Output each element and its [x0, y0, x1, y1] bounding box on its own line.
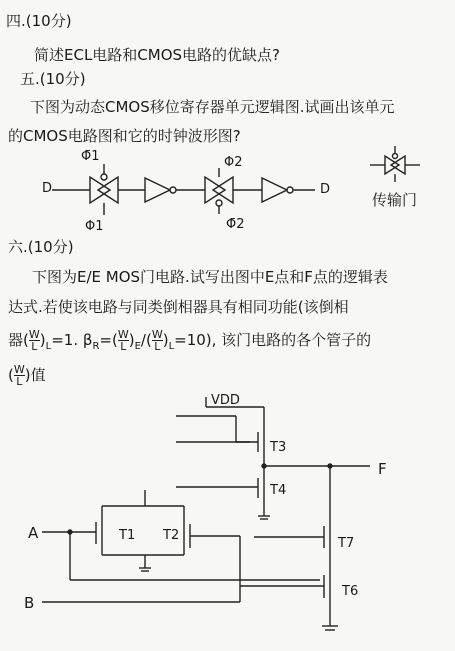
inverter-1-bubble — [170, 187, 176, 193]
tgate-2-right-triangle — [205, 177, 225, 203]
label-t7: T7 — [338, 536, 355, 551]
shift-register-diagram — [52, 164, 315, 215]
ratio-l-final: L — [14, 375, 25, 387]
ratio-w-final: W — [13, 363, 25, 376]
tgate-1-bubble — [101, 174, 107, 180]
label-t6: T6 — [342, 584, 359, 599]
q5-header: 五.(10分) — [20, 70, 86, 88]
q6-line3-c: = — [99, 331, 112, 349]
q6-line4: ( $\frac{W}{L}$ )值 — [8, 363, 46, 388]
ratio-l: L — [29, 340, 40, 352]
ratio-w-l: W — [151, 328, 163, 341]
q4-header: 四.(10分) — [6, 12, 72, 30]
ratio-l-l: L — [152, 340, 163, 352]
shift-in-label: D — [42, 181, 53, 196]
label-t3: T3 — [270, 440, 287, 455]
q4-text: 简述ECL电路和CMOS电路的优缺点? — [34, 46, 281, 64]
q6-line3-a: =1. β — [51, 331, 93, 349]
tgate-1-right-triangle — [90, 177, 110, 203]
tgate-caption: 传输门 — [372, 191, 418, 209]
vdd-label: VDD — [211, 393, 240, 408]
inverter-2-bubble — [287, 187, 293, 193]
inverter-1 — [145, 178, 170, 202]
phi1-bar-label: Φ̄1 — [81, 149, 100, 164]
q6-line3-pre: 器 — [8, 331, 24, 349]
ratio-w-e: W — [117, 328, 129, 341]
tgate-1-left-triangle — [98, 177, 118, 203]
q6-line3: 器( $\frac{W}{L}$ )$_L=1$. $\beta_R=$( $\frac{W}{L}$ )$_E/$( $\frac{W}{L}$ )$_L=10$), 该门电路的各个管子的 — [8, 328, 372, 353]
q6-line4-post: 值 — [30, 366, 46, 384]
phi1-label-bottom: Φ1 — [85, 219, 104, 234]
phi2-label-top: Φ2 — [224, 155, 243, 170]
q6-line3-d: =10), 该门电路的各个管子的 — [174, 331, 372, 349]
q6-line3-b: R — [92, 341, 100, 352]
ratio-w: W — [28, 328, 40, 341]
label-t1: T1 — [119, 528, 136, 543]
input-a-label: A — [28, 524, 39, 542]
ratio-sub-e: E — [134, 341, 141, 352]
node-f-label: F — [378, 460, 387, 478]
q6-line3-sub: L — [45, 341, 52, 352]
inverter-2 — [262, 178, 287, 202]
shift-out-label: D — [320, 182, 331, 197]
q6-header: 六.(10分) — [8, 238, 74, 256]
eemos-circuit — [42, 397, 370, 630]
phi2-bar-label-bottom: Φ̄2 — [226, 217, 245, 232]
ratio-l-e: L — [118, 340, 129, 352]
q5-line2: 的CMOS电路图和它的时钟波形图? — [8, 127, 241, 145]
label-t2: T2 — [163, 528, 180, 543]
tgate-2-left-triangle — [213, 177, 233, 203]
q6-line2: 达式.若使该电路与同类倒相器具有相同功能(该倒相 — [8, 298, 349, 316]
tgate-2-bubble — [216, 200, 222, 206]
q5-line1: 下图为动态CMOS移位寄存器单元逻辑图.试画出该单元 — [30, 98, 395, 116]
input-b-label: B — [24, 594, 35, 612]
q6-line1: 下图为E/E MOS门电路.试写出图中E点和F点的逻辑表 — [32, 268, 388, 286]
tgate-symbol — [370, 146, 420, 182]
ratio-sub-l: L — [168, 341, 175, 352]
label-t4: T4 — [270, 483, 287, 498]
